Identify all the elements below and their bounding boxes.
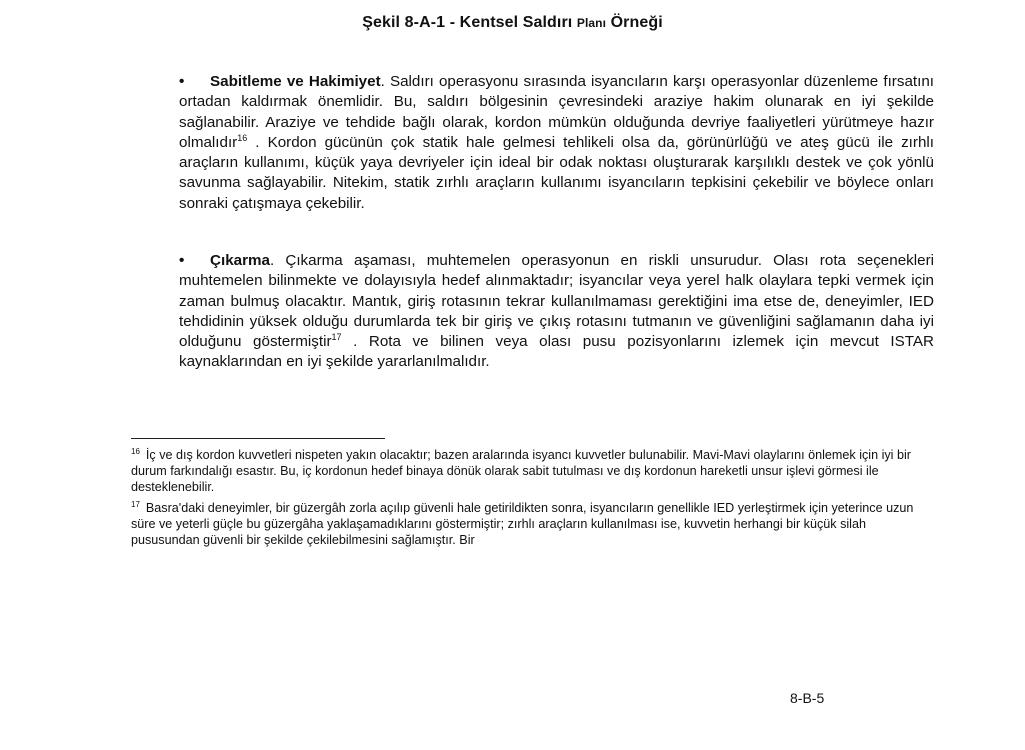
footnote-number: 16: [131, 446, 140, 456]
footnote-reference[interactable]: 17: [331, 332, 342, 343]
page-number: 8-B-5: [790, 690, 825, 706]
title-main-before: Şekil 8-A-1 - Kentsel Saldırı: [362, 14, 577, 31]
paragraph-heading: Sabitleme ve Hakimiyet: [210, 73, 381, 90]
title-small-word: Planı: [576, 16, 607, 30]
bullet-icon: •: [179, 252, 185, 269]
footnote-17: [131, 501, 937, 548]
footnote-text: Basra'daki deneyimler, bir güzergâh zorla açılıp güvenli hale getirildikten sonra, isyancıların genellikle IED yerleştirmek için yeterince uzun süre ve yeterli güçle bu güzergâha yaklaşamadıklarını göstermiştir; zırhlı araçların kullanılması ise, kuvvetin herhangi bir küçük silah pususundan güvenli bir şekilde çekilebilmesini sağlamıştır. Bir: [131, 501, 914, 547]
footnote-number: 17: [131, 499, 140, 509]
paragraph-text: . Saldırı operasyonu sırasında isyancıların karşı operasyonlar düzenleme fırsatını ortadan kaldırmak önemlidir. Bu, saldırı bölgesinin çevresindeki araziye hakim olunarak en iyi şekilde sağlanabilir. Araziye ve tehdide bağlı olarak, kordon mümkün olduğunda devriye faaliyetleri yürütmeye hazır olmalıdır: [179, 73, 934, 151]
page-title: [0, 14, 1025, 32]
bullet-icon: •: [179, 73, 185, 90]
paragraph-heading: Çıkarma: [210, 252, 270, 269]
paragraph-text: . Çıkarma aşaması, muhtemelen operasyonun en riskli unsurudur. Olası rota seçenekleri muhtemelen bilinmekte ve dolayısıyla hedef alınmaktadır; isyancılar veya yerel halk olaylara tepki vermek için zaman bulmuş olacaktır. Mantık, giriş rotasının tekrar kullanılmaması gerektiğini ima etse de, deneyimler, IED tehdidinin yüksek olduğu durumlarda tek bir giriş ve çıkış rotasını tutmanın ve güvenliğini sağlamanın daha iyi olduğunu göstermiştir: [179, 252, 934, 351]
paragraph-cikarma: [179, 251, 934, 373]
paragraph-sabitleme: [179, 72, 934, 214]
footnote-16: [131, 448, 937, 495]
footnote-text: İç ve dış kordon kuvvetleri nispeten yakın olacaktır; bazen aralarında isyancı kuvvetler bulunabilir. Mavi-Mavi olaylarını önlemek için iyi bir durum farkındalığı esastır. Bu, iç kordonun hedef binaya dönük olarak sabit tutulması ve dış kordonun hareketli unsur işlevi görmesi ile desteklenebilir.: [131, 448, 911, 494]
footnote-reference[interactable]: 16: [237, 132, 248, 143]
paragraph-text: . Kordon gücünün çok statik hale gelmesi tehlikeli olsa da, görünürlüğü ve ateş gücü ile zırhlı araçların kullanımı, küçük yaya devriyeler için ideal bir odak noktası oluşturarak karşılıklı destek ve çok yönlü savunma sağlayabilir. Nitekim, statik zırhlı araçların kullanımı isyancıların tepkisini çekebilir ve böylece onları sonraki çatışmaya çekebilir.: [179, 133, 934, 212]
paragraph-text: . Rota ve bilinen veya olası pusu pozisyonlarını izlemek için mevcut ISTAR kaynaklarından en iyi şekilde yararlanılmalıdır.: [179, 333, 934, 371]
title-main-after: Örneği: [606, 14, 663, 31]
footnote-divider: [131, 438, 385, 439]
